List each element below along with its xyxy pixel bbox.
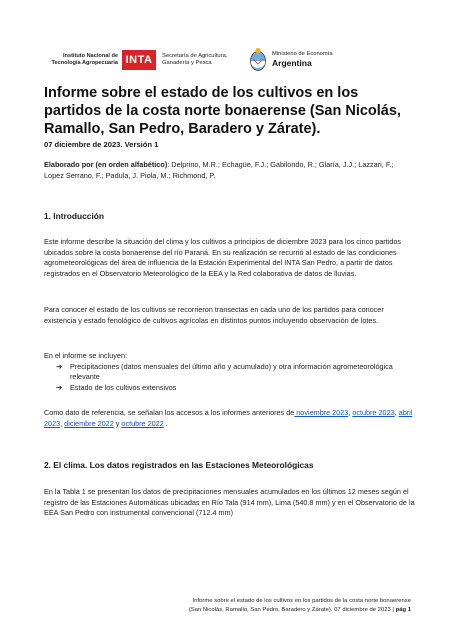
- inta-name-line-1: Instituto Nacional de: [62, 53, 118, 60]
- intro-paragraph-2: Para conocer el estado de los cultivos se recorrieron transectas en cada uno de los partidos para conocer existencia y estado fenológico de cultivos agrícolas en distintos puntos incluyendo observación de lotes.: [44, 305, 384, 325]
- authors-label: Elaborado por (en orden alfabético): [44, 160, 168, 169]
- link-diciembre-2022[interactable]: diciembre 2022: [64, 418, 114, 428]
- list-item: [56, 362, 415, 383]
- separator: ,: [348, 408, 351, 417]
- footer-line-2: [189, 606, 411, 615]
- section-1-body-2: [44, 305, 415, 326]
- arrow-right-icon: ➔: [56, 361, 63, 371]
- references-prefix: Como dato de referencia, se señalan los accesos a los informes anteriores de: [44, 408, 295, 417]
- separator: y: [113, 418, 122, 428]
- section-1-heading: 1. Introducción: [44, 211, 105, 221]
- separator: ,: [60, 418, 65, 428]
- ministerio-line-2: Argentina: [272, 58, 312, 69]
- authors: [44, 159, 415, 181]
- climate-paragraph: En la Tabla 1 se presentan los datos de precipitaciones mensuales acumulados en los últimos 12 meses según el registro de las Estaciones Automáticas ubicadas en Río Tala (914 mm), Lima (540.8 mm) y en el Observatorio de la EEA San Pedro con instrumental convencional (712.4 mm): [44, 487, 415, 518]
- page-label: pág: [395, 607, 407, 613]
- page-number: 1: [407, 607, 411, 613]
- inta-name-line-2: Tecnología Agropecuaria: [51, 60, 118, 66]
- section-2: [44, 460, 415, 470]
- section-2-body: [44, 487, 415, 519]
- references: [44, 408, 415, 429]
- arrow-right-icon: ➔: [56, 382, 63, 392]
- inta-logo-text: INTA: [125, 54, 153, 66]
- list-item: [56, 383, 415, 394]
- footer-line-2-text: (San Nicolás, Ramallo, San Pedro, Baradero y Zárate). 07 diciembre de 2023 |: [188, 607, 396, 613]
- ministerio-name: [272, 51, 333, 68]
- section-1-body: [44, 237, 415, 279]
- separator: ,: [394, 408, 399, 417]
- link-noviembre-2023[interactable]: noviembre 2023: [294, 408, 349, 417]
- list-item-text: Estado de los cultivos extensivos: [70, 382, 177, 392]
- page-header: [44, 42, 411, 78]
- report-date: 07 diciembre de 2023. Versión 1: [44, 140, 159, 149]
- list-item-text: Precipitaciones (datos mensuales del último año y acumulado) y otra información agrometeorológica relevante: [70, 361, 393, 382]
- secretaria-name: [162, 53, 236, 67]
- link-octubre-2022[interactable]: octubre 2022: [121, 418, 164, 428]
- authors-names: : Delprino, M.R.; Echagüe, F.J.; Gabilondo, R.; Glaría, J.J.; Lazzari, F.; Lopez Serrano, F.; Padula, J. Piola, M.; Richmond, P.: [44, 160, 394, 180]
- section-1: [44, 211, 415, 221]
- page-footer: [189, 597, 411, 615]
- secretaria-line-2: Ganadería y Pesca: [162, 60, 212, 66]
- report-title: Informe sobre el estado de los cultivos en los partidos de la costa norte bonaerense (San Nicolás, Ramallo, San Pedro, Baradero y Zárate).: [44, 85, 401, 137]
- separator: .: [163, 418, 168, 428]
- included-list: [56, 362, 415, 394]
- intro-paragraph-1: Este informe describe la situación del clima y los cultivos a principios de diciembre 2023 para los cinco partidos ubicados sobre la costa bonaerense del río Paraná. En su realización se recurrió al estado de las condiciones agrometeorológicas del área de influencia de la Estación Experimental del INTA San Pedro, a partir de datos registrados en el Observatorio Meteorológico de la EEA y la Red colaborativa de datos de lluvias.: [44, 237, 402, 278]
- link-abril-2023[interactable]: abril 2023: [44, 408, 413, 428]
- footer-line-1: Informe sobre el estado de los cultivos en los partidos de la costa norte bonaerense: [192, 598, 411, 604]
- inta-name: [44, 53, 118, 67]
- section-2-heading: 2. El clima. Los datos registrados en las Estaciones Meteorológicas: [44, 460, 314, 470]
- list-intro: En el informe se incluyen:: [44, 351, 128, 360]
- references-paragraph: [44, 408, 415, 429]
- section-1-list: [44, 351, 415, 393]
- secretaria-line-1: Secretaría de Agricultura,: [162, 52, 228, 59]
- ministerio-line-1: Ministerio de Economía: [272, 51, 333, 58]
- argentina-shield-icon: [248, 47, 268, 73]
- title-block: [44, 84, 415, 181]
- link-octubre-2023[interactable]: octubre 2023: [352, 408, 395, 417]
- inta-logo: [122, 50, 156, 70]
